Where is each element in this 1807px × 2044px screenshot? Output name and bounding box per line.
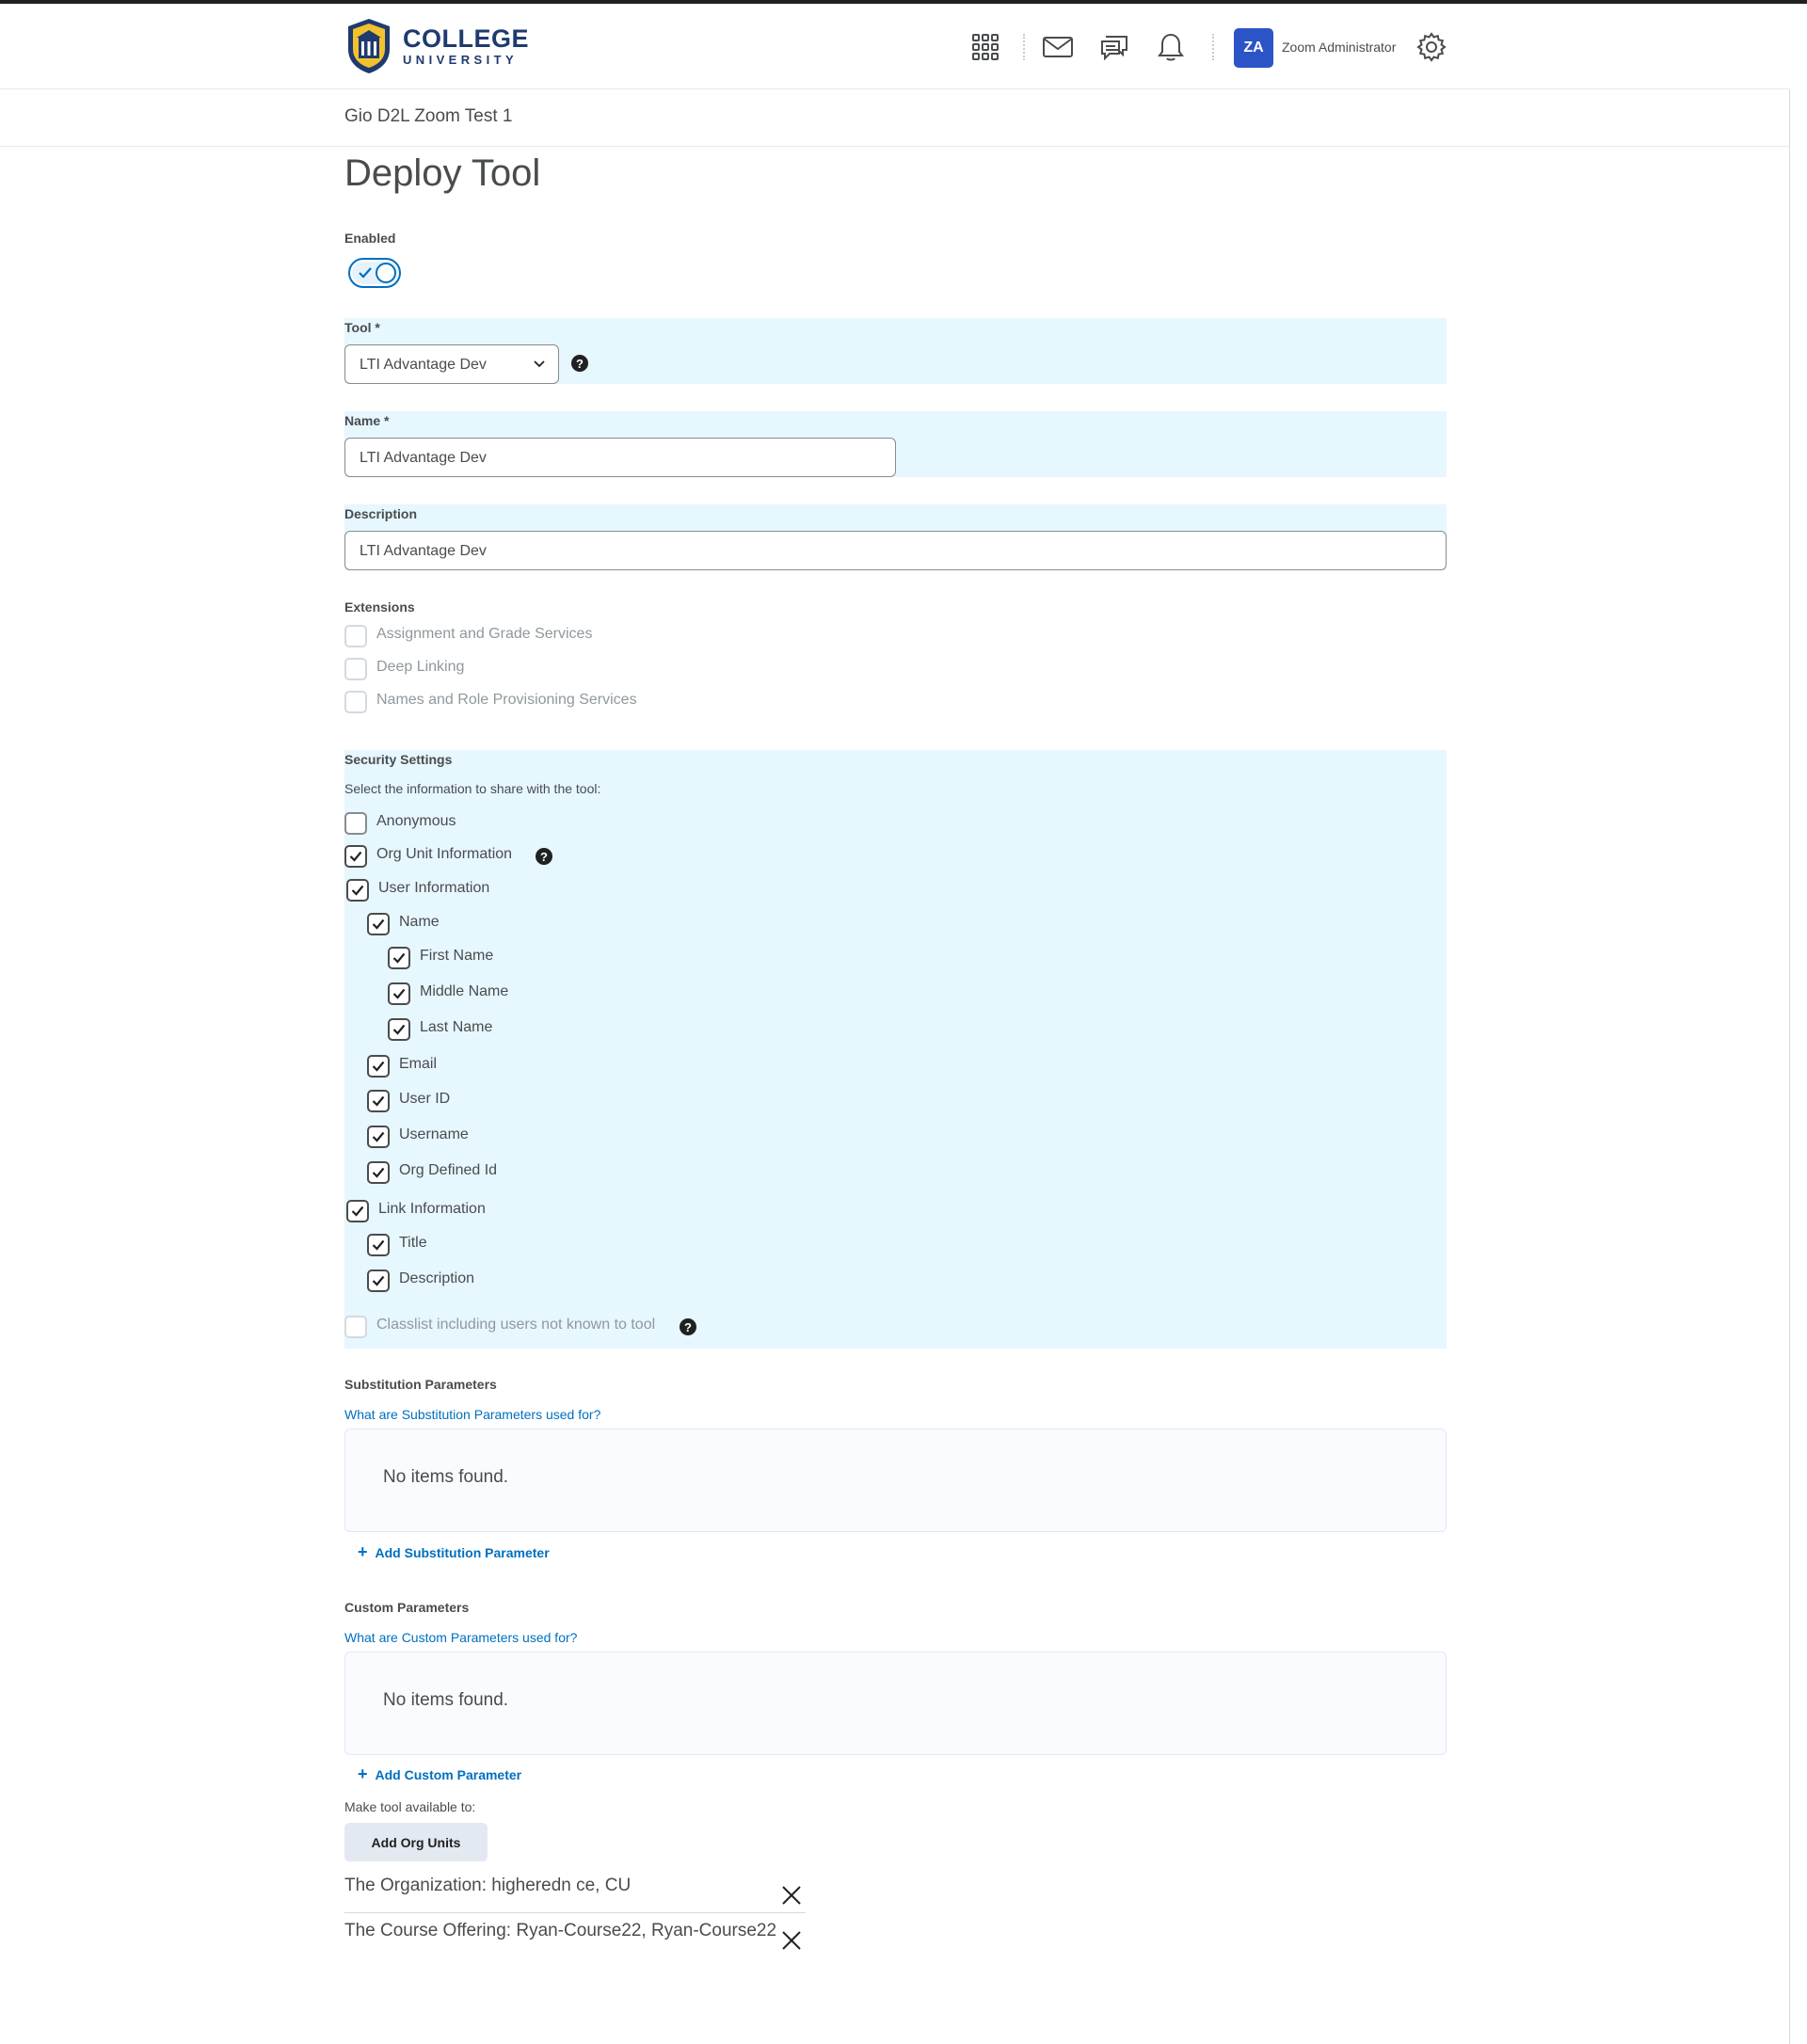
mail-icon[interactable] <box>1041 30 1075 64</box>
avatar[interactable]: ZA <box>1234 28 1273 68</box>
description-input[interactable]: LTI Advantage Dev <box>344 531 1447 570</box>
check-icon <box>372 1166 385 1179</box>
check-icon <box>392 951 406 965</box>
link-description-checkbox[interactable] <box>367 1270 390 1292</box>
extension-checkbox[interactable] <box>344 691 367 713</box>
checkbox-label: Link Information <box>378 1201 486 1217</box>
tool-select[interactable] <box>344 344 559 384</box>
check-icon <box>349 850 362 863</box>
add-org-units-button[interactable]: Add Org Units <box>344 1823 488 1861</box>
tool-label: Tool * <box>344 320 380 335</box>
plus-icon: + <box>358 1765 368 1783</box>
close-icon[interactable] <box>781 1885 802 1906</box>
gear-icon[interactable] <box>1415 30 1448 64</box>
substitution-parameters-label: Substitution Parameters <box>344 1377 497 1392</box>
name-input[interactable]: LTI Advantage Dev <box>344 438 896 477</box>
toggle-knob <box>376 263 396 283</box>
checkbox-label: Org Defined Id <box>399 1162 498 1178</box>
substitution-parameters-list <box>344 1429 1447 1532</box>
user-information-checkbox[interactable] <box>346 879 369 902</box>
org-defined-id-checkbox[interactable] <box>367 1161 390 1184</box>
extension-label: Assignment and Grade Services <box>376 626 593 642</box>
grid-icon[interactable] <box>968 30 1002 64</box>
security-label: Security Settings <box>344 752 453 767</box>
chat-icon[interactable] <box>1097 30 1131 64</box>
security-highlight <box>344 750 1447 1349</box>
check-icon <box>358 265 373 280</box>
logo-college-text: COLLEGE <box>403 24 530 53</box>
check-icon <box>351 1205 364 1218</box>
extension-label: Deep Linking <box>376 659 465 675</box>
name-label: Name * <box>344 413 390 428</box>
last-name-checkbox[interactable] <box>388 1018 410 1041</box>
empty-message: No items found. <box>383 1467 509 1487</box>
name-checkbox[interactable] <box>367 913 390 935</box>
user-id-checkbox[interactable] <box>367 1090 390 1112</box>
check-icon <box>372 1274 385 1287</box>
extensions-label: Extensions <box>344 599 415 615</box>
check-icon <box>372 1130 385 1143</box>
tool-help-icon[interactable]: ? <box>571 355 588 372</box>
college-logo[interactable] <box>344 17 529 75</box>
checkbox-label: Anonymous <box>376 813 456 829</box>
username-checkbox[interactable] <box>367 1126 390 1148</box>
header-separator <box>1212 34 1214 60</box>
empty-message: No items found. <box>383 1690 509 1710</box>
tool-select-value: LTI Advantage Dev <box>360 357 487 373</box>
org-unit-help-icon[interactable]: ? <box>536 848 552 865</box>
custom-parameters-label: Custom Parameters <box>344 1600 470 1615</box>
check-icon <box>372 1060 385 1073</box>
checkbox-label: Username <box>399 1126 469 1142</box>
enabled-label: Enabled <box>344 231 396 246</box>
close-icon[interactable] <box>781 1930 802 1951</box>
org-unit-item <box>344 1921 806 1958</box>
classlist-checkbox[interactable] <box>344 1316 367 1338</box>
shield-logo-icon <box>344 17 393 75</box>
custom-parameters-list <box>344 1652 1447 1755</box>
plus-icon: + <box>358 1542 368 1561</box>
check-icon <box>392 1023 406 1036</box>
availability-label: Make tool available to: <box>344 1799 476 1814</box>
course-navbar <box>0 89 1790 147</box>
enabled-toggle[interactable] <box>348 258 401 288</box>
extension-checkbox[interactable] <box>344 625 367 647</box>
checkbox-label: Email <box>399 1056 438 1072</box>
add-substitution-label: Add Substitution Parameter <box>375 1544 550 1560</box>
extension-checkbox[interactable] <box>344 658 367 680</box>
checkbox-label: First Name <box>420 948 494 964</box>
checkbox-label: Description <box>399 1270 475 1286</box>
course-title[interactable]: Gio D2L Zoom Test 1 <box>344 106 513 126</box>
description-label: Description <box>344 506 418 521</box>
anonymous-checkbox[interactable] <box>344 812 367 835</box>
org-unit-information-checkbox[interactable] <box>344 845 367 868</box>
checkbox-label: Name <box>399 914 440 930</box>
check-icon <box>351 884 364 897</box>
checkbox-label: User Information <box>378 880 490 896</box>
bell-icon[interactable] <box>1154 30 1188 64</box>
title-checkbox[interactable] <box>367 1234 390 1256</box>
checkbox-label: User ID <box>399 1091 451 1107</box>
header <box>0 4 1790 89</box>
checkbox-label: Middle Name <box>420 983 509 999</box>
checkbox-label: Last Name <box>420 1019 493 1035</box>
scrollbar-track <box>1789 4 1790 2044</box>
custom-help-link[interactable]: What are Custom Parameters used for? <box>344 1630 578 1645</box>
substitution-help-link[interactable]: What are Substitution Parameters used for? <box>344 1407 601 1422</box>
classlist-help-icon[interactable]: ? <box>680 1318 696 1335</box>
middle-name-checkbox[interactable] <box>388 982 410 1005</box>
org-unit-label: The Course Offering: Ryan-Course22, Ryan-Course22 <box>344 1921 777 1940</box>
logo-university-text: UNIVERSITY <box>403 53 519 67</box>
header-separator <box>1023 34 1025 60</box>
checkbox-label: Title <box>399 1235 427 1251</box>
user-name[interactable]: Zoom Administrator <box>1282 40 1397 55</box>
first-name-checkbox[interactable] <box>388 947 410 969</box>
extension-label: Names and Role Provisioning Services <box>376 692 637 708</box>
add-custom-parameter-button[interactable] <box>358 1765 521 1784</box>
security-subtitle: Select the information to share with the tool: <box>344 781 601 796</box>
org-unit-label: The Organization: higheredn ce, CU <box>344 1876 632 1895</box>
check-icon <box>372 918 385 931</box>
checkbox-label: Org Unit Information <box>376 846 513 862</box>
page-title: Deploy Tool <box>344 152 541 194</box>
chevron-down-icon <box>534 360 545 368</box>
email-checkbox[interactable] <box>367 1055 390 1078</box>
checkbox-label: Classlist including users not known to tool <box>376 1317 656 1333</box>
org-unit-item <box>344 1876 806 1913</box>
add-substitution-parameter-button[interactable] <box>358 1542 550 1562</box>
add-custom-label: Add Custom Parameter <box>375 1766 522 1782</box>
check-icon <box>372 1094 385 1108</box>
check-icon <box>372 1238 385 1252</box>
link-information-checkbox[interactable] <box>346 1200 369 1222</box>
check-icon <box>392 987 406 1000</box>
